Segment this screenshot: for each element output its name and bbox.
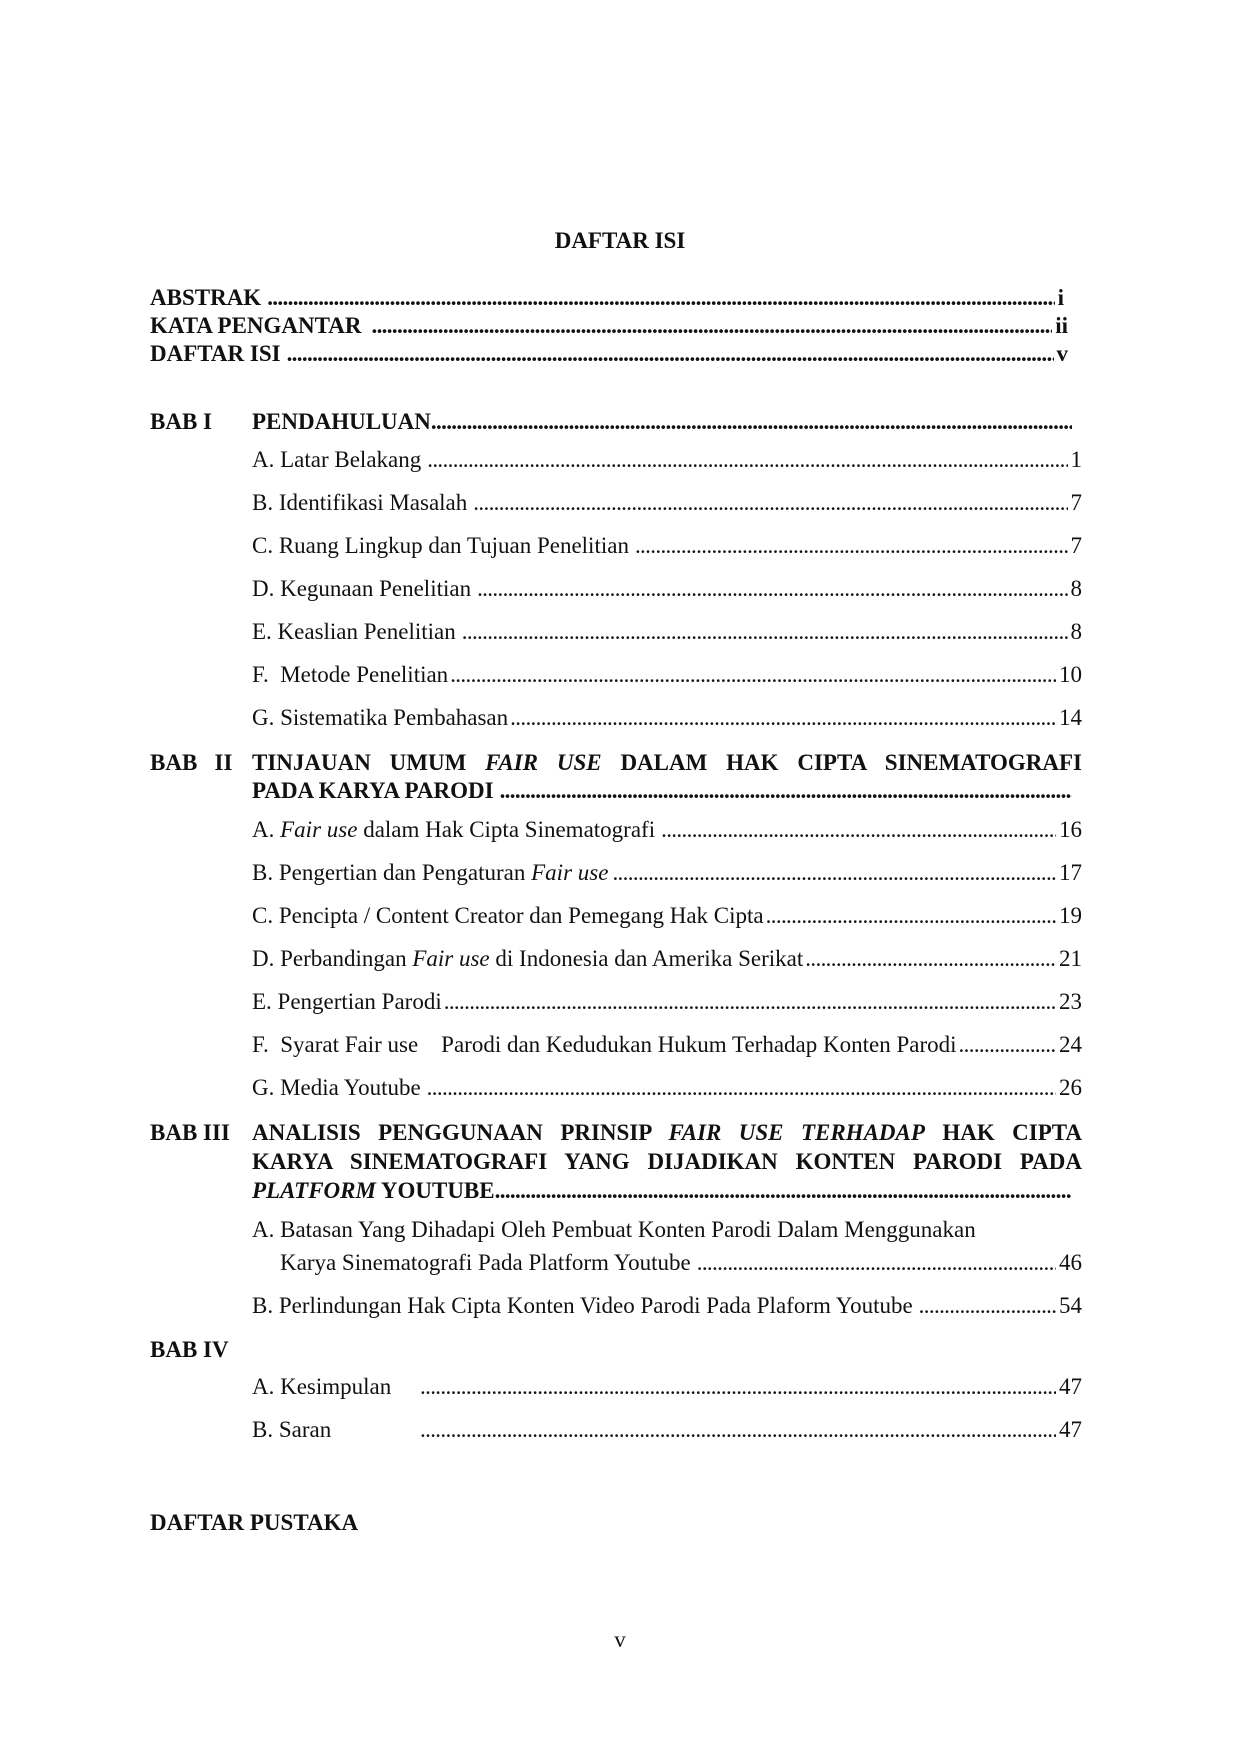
toc-page: 26 — [1059, 1075, 1082, 1100]
chapter-number: BAB II — [150, 750, 233, 775]
chapter-title-line2: PADA KARYA PARODI — [252, 778, 494, 803]
toc-label: KATA PENGANTAR — [150, 313, 362, 338]
toc-page: 17 — [1059, 860, 1082, 885]
toc-label: G. Media Youtube — [252, 1075, 421, 1100]
toc-label: DAFTAR ISI — [150, 341, 281, 366]
toc-entry[interactable] — [252, 815, 1082, 845]
chapter-number: BAB III — [150, 1120, 230, 1145]
toc-page: 24 — [1059, 1032, 1082, 1057]
chapter-title-part: HAK CIPTA — [942, 1120, 1082, 1145]
toc-label: C. Ruang Lingkup dan Tujuan Penelitian — [252, 533, 629, 558]
toc-label: B. Identifikasi Masalah — [252, 490, 468, 515]
toc-page: 19 — [1059, 903, 1082, 928]
toc-label: D. Kegunaan Penelitian — [252, 576, 472, 601]
toc-entry[interactable] — [252, 574, 1082, 604]
toc-page: 46 — [1059, 1250, 1082, 1275]
toc-entry-daftar-isi[interactable] — [150, 339, 1068, 369]
toc-page: i — [1057, 285, 1064, 310]
toc-page: 8 — [1070, 619, 1082, 644]
toc-label: ABSTRAK — [150, 285, 262, 310]
toc-label: G. Sistematika Pembahasan — [252, 705, 509, 730]
chapter-title-part: YOUTUBE — [380, 1178, 495, 1203]
toc-label-italic: Fair use — [412, 946, 490, 971]
chapter-title-part: DALAM HAK CIPTA SINEMATOGRAFI — [620, 750, 1083, 775]
chapter-title-italic: FAIR USE TERHADAP — [668, 1120, 925, 1145]
toc-label-italic: Fair use — [531, 860, 609, 885]
toc-page: 47 — [1059, 1417, 1082, 1442]
toc-entry[interactable] — [280, 1248, 1082, 1278]
toc-page: 8 — [1070, 576, 1082, 601]
chapter-number: BAB I — [150, 409, 212, 434]
toc-entry-kata-pengantar[interactable] — [150, 311, 1068, 341]
toc-label: B. Pengertian dan Pengaturan — [252, 860, 532, 885]
toc-label: E. Keaslian Penelitian — [252, 619, 456, 644]
chapter-title-italic: FAIR USE — [485, 750, 602, 775]
toc-entry[interactable] — [252, 1073, 1082, 1103]
toc-page: 7 — [1070, 490, 1082, 515]
toc-label: A. Kesimpulan — [252, 1374, 392, 1399]
toc-entry[interactable] — [252, 531, 1082, 561]
toc-label-italic: Fair use — [280, 817, 358, 842]
toc-label: D. Perbandingan — [252, 946, 413, 971]
toc-entry[interactable] — [252, 987, 1082, 1017]
toc-page: v — [1056, 341, 1068, 366]
toc-page: 54 — [1059, 1293, 1082, 1318]
toc-entry[interactable] — [252, 901, 1082, 931]
toc-label: E. Pengertian Parodi — [252, 989, 442, 1014]
page-number: v — [614, 1627, 626, 1652]
chapter-title-italic: PLATFORM — [252, 1178, 376, 1203]
toc-entry-line1[interactable]: A. Batasan Yang Dihadapi Oleh Pembuat Konten Parodi Dalam Menggunakan — [252, 1217, 976, 1242]
toc-entry[interactable] — [252, 858, 1082, 888]
toc-page: 1 — [1070, 447, 1082, 472]
chapter-title-line1[interactable] — [252, 1118, 1082, 1148]
toc-label: A. Latar Belakang — [252, 447, 422, 472]
toc-page: 10 — [1059, 662, 1082, 687]
chapter-title: PENDAHULUAN — [252, 409, 431, 434]
toc-entry[interactable] — [252, 1372, 1082, 1402]
toc-label: dalam Hak Cipta Sinematografi — [357, 817, 656, 842]
chapter-title-part: ANALISIS PENGGUNAAN PRINSIP — [252, 1120, 652, 1145]
toc-page: 14 — [1059, 705, 1082, 730]
toc-page: 23 — [1059, 989, 1082, 1014]
toc-entry-pendahuluan[interactable] — [252, 407, 1072, 437]
chapter-title[interactable] — [252, 748, 1082, 778]
toc-page: 7 — [1070, 533, 1082, 558]
toc-page: 16 — [1059, 817, 1082, 842]
toc-label: A. — [252, 817, 281, 842]
chapter-number: BAB IV — [150, 1337, 229, 1362]
toc-entry[interactable] — [252, 617, 1082, 647]
toc-entry-daftar-pustaka[interactable]: DAFTAR PUSTAKA — [150, 1510, 359, 1535]
page-title: DAFTAR ISI — [554, 228, 686, 253]
toc-label: C. Pencipta / Content Creator dan Pemegang Hak Cipta — [252, 903, 764, 928]
toc-entry[interactable] — [252, 445, 1082, 475]
toc-entry[interactable] — [252, 1030, 1082, 1060]
chapter-title-line2: KARYA SINEMATOGRAFI YANG DIJADIKAN KONTEN PARODI PADA — [252, 1149, 1082, 1174]
toc-page: ii — [1055, 313, 1068, 338]
toc-label: B. Perlindungan Hak Cipta Konten Video Parodi Pada Plaform Youtube — [252, 1293, 913, 1318]
toc-entry[interactable] — [252, 660, 1082, 690]
toc-entry-bab2-title[interactable] — [252, 776, 1072, 806]
toc-entry[interactable] — [252, 1415, 1082, 1445]
toc-page: 21 — [1059, 946, 1082, 971]
toc-entry[interactable] — [252, 944, 1082, 974]
toc-entry-bab3-title[interactable] — [252, 1176, 1072, 1206]
toc-entry[interactable] — [252, 488, 1082, 518]
toc-entry-abstrak[interactable] — [150, 283, 1064, 313]
toc-label: F. Metode Penelitian — [252, 662, 449, 687]
toc-page: 47 — [1059, 1374, 1082, 1399]
toc-label: B. Saran — [252, 1417, 332, 1442]
toc-entry[interactable] — [252, 703, 1082, 733]
toc-label: F. Syarat Fair use Parodi dan Kedudukan Hukum Terhadap Konten Parodi — [252, 1032, 957, 1057]
toc-entry[interactable] — [252, 1291, 1082, 1321]
toc-label: di Indonesia dan Amerika Serikat — [489, 946, 804, 971]
toc-label: Karya Sinematografi Pada Platform Youtube — [280, 1250, 691, 1275]
chapter-title-part: TINJAUAN UMUM — [252, 750, 467, 775]
